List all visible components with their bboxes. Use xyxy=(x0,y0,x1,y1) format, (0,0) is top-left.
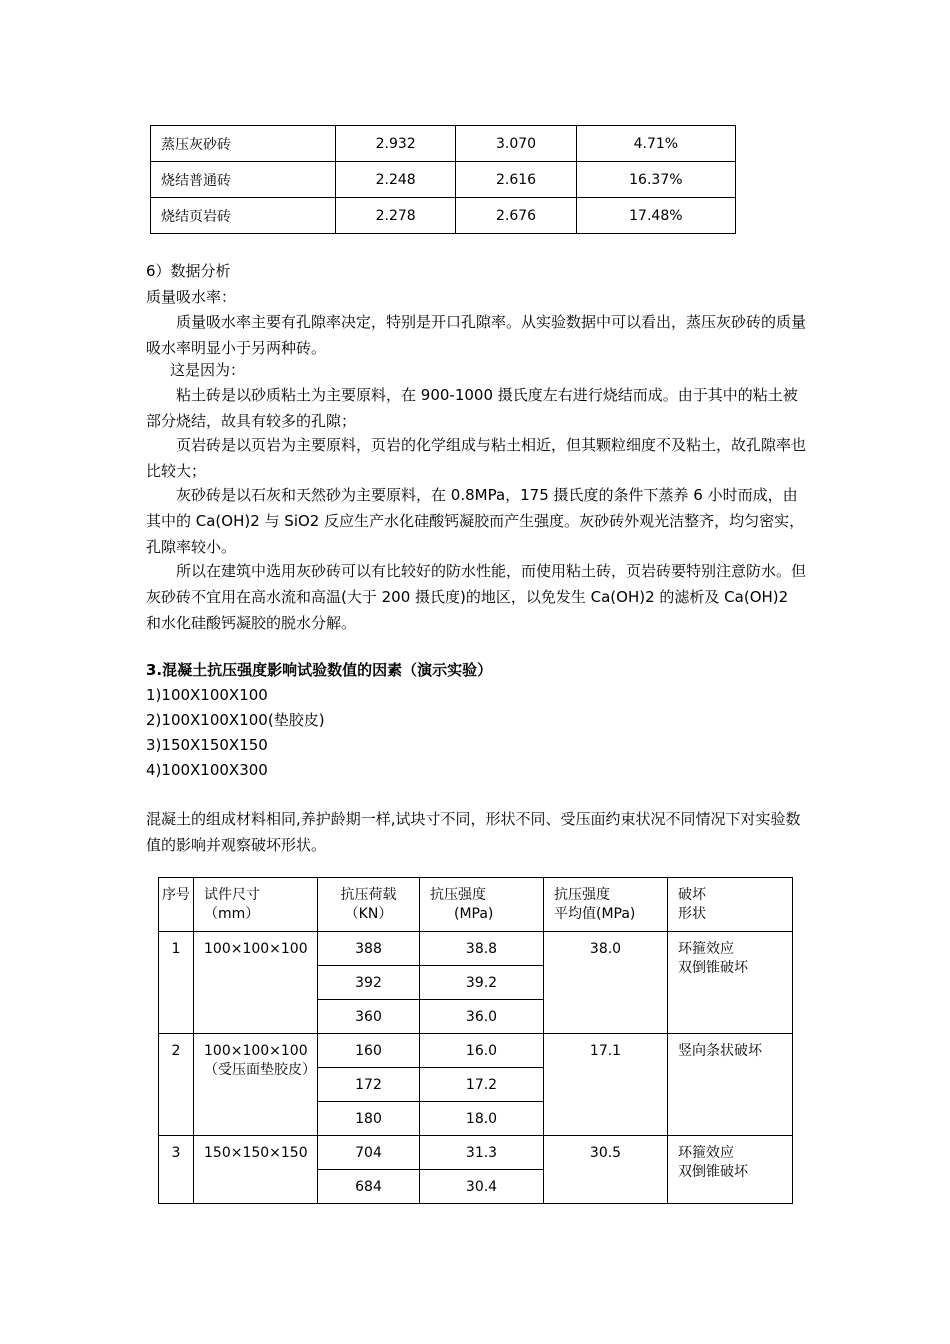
value-cell: 2.248 xyxy=(336,162,456,198)
analysis-paragraph: 这是因为： xyxy=(170,361,246,379)
value-cell: 4.71% xyxy=(576,126,735,162)
value-cell: 17.48% xyxy=(576,198,735,234)
brick-name: 蒸压灰砂砖 xyxy=(151,126,336,162)
value-cell: 16.37% xyxy=(576,162,735,198)
table-row xyxy=(151,198,736,234)
seq-cell: 1 xyxy=(159,932,194,1034)
brick-data-table xyxy=(150,125,736,234)
strength-cell: 17.2 xyxy=(420,1068,544,1102)
load-cell: 360 xyxy=(318,1000,420,1034)
load-cell: 172 xyxy=(318,1068,420,1102)
concrete-strength-table xyxy=(158,877,793,1204)
analysis-paragraph: 灰砂砖是以石灰和天然砂为主要原料，在 0.8MPa，175 摄氏度的条件下蒸养 6 小时而成，由其中的 Ca(OH)2 与 SiO2 反应生产水化硅酸钙凝胶而产生强度。灰砂砖外观光洁整齐，均匀密实，孔隙率较小。 xyxy=(146,486,805,556)
analysis-paragraph: 质量吸水率主要有孔隙率决定，特别是开口孔隙率。从实验数据中可以看出，蒸压灰砂砖的质量吸水率明显小于另两种砖。 xyxy=(146,313,807,357)
header-size: 试件尺寸 （mm） xyxy=(194,878,318,932)
analysis-paragraph: 页岩砖是以页岩为主要原料，页岩的化学组成与粘土相近，但其颗粒细度不及粘土，故孔隙率也比较大； xyxy=(146,436,807,480)
list-item: 1)100X100X100 xyxy=(146,686,268,704)
analysis-paragraph: 所以在建筑中选用灰砂砖可以有比较好的防水性能，而使用粘土砖，页岩砖要特别注意防水。但灰砂砖不宜用在高水流和高温(大于 200 摄氏度)的地区，以免发生 Ca(OH)2 的滤析及 Ca(OH)2 和水化硅酸钙凝胶的脱水分解。 xyxy=(146,562,807,632)
strength-cell: 38.8 xyxy=(420,932,544,966)
load-cell: 684 xyxy=(318,1170,420,1204)
strength-cell: 39.2 xyxy=(420,966,544,1000)
table-row xyxy=(159,1136,793,1170)
header-failure: 破坏 形状 xyxy=(668,878,793,932)
table-row xyxy=(151,126,736,162)
list-item: 4)100X100X300 xyxy=(146,761,268,779)
section-description: 混凝土的组成材料相同,养护龄期一样,试块寸不同，形状不同、受压面约束状况不同情况下对实验数值的影响并观察破坏形状。 xyxy=(146,810,801,854)
seq-cell: 3 xyxy=(159,1136,194,1204)
value-cell: 3.070 xyxy=(456,126,576,162)
avg-cell: 17.1 xyxy=(544,1034,668,1136)
failure-cell: 环箍效应 双倒锥破坏 xyxy=(668,932,793,1034)
table-row xyxy=(151,162,736,198)
header-avg: 抗压强度 平均值(MPa) xyxy=(544,878,668,932)
table-row xyxy=(159,1034,793,1068)
load-cell: 392 xyxy=(318,966,420,1000)
failure-cell: 竖向条状破坏 xyxy=(668,1034,793,1136)
size-cell: 100×100×100 xyxy=(194,932,318,1034)
analysis-heading: 6）数据分析 xyxy=(146,262,231,280)
failure-cell: 环箍效应 双倒锥破坏 xyxy=(668,1136,793,1204)
load-cell: 704 xyxy=(318,1136,420,1170)
value-cell: 2.616 xyxy=(456,162,576,198)
size-cell: 100×100×100 （受压面垫胶皮） xyxy=(194,1034,318,1136)
strength-cell: 16.0 xyxy=(420,1034,544,1068)
brick-name: 烧结普通砖 xyxy=(151,162,336,198)
table-row xyxy=(159,932,793,966)
header-seq: 序号 xyxy=(159,878,194,932)
strength-cell: 36.0 xyxy=(420,1000,544,1034)
value-cell: 2.932 xyxy=(336,126,456,162)
load-cell: 388 xyxy=(318,932,420,966)
header-strength: 抗压强度 (MPa) xyxy=(420,878,544,932)
brick-name: 烧结页岩砖 xyxy=(151,198,336,234)
load-cell: 160 xyxy=(318,1034,420,1068)
strength-cell: 31.3 xyxy=(420,1136,544,1170)
load-cell: 180 xyxy=(318,1102,420,1136)
avg-cell: 38.0 xyxy=(544,932,668,1034)
seq-cell: 2 xyxy=(159,1034,194,1136)
strength-cell: 30.4 xyxy=(420,1170,544,1204)
table-header-row xyxy=(159,878,793,932)
list-item: 2)100X100X100(垫胶皮) xyxy=(146,711,325,729)
value-cell: 2.278 xyxy=(336,198,456,234)
analysis-subheading: 质量吸水率： xyxy=(146,288,237,306)
analysis-paragraph: 粘土砖是以砂质粘土为主要原料，在 900-1000 摄氏度左右进行烧结而成。由于其中的粘土被部分烧结，故具有较多的孔隙； xyxy=(146,386,798,430)
header-load: 抗压荷载 （KN） xyxy=(318,878,420,932)
avg-cell: 30.5 xyxy=(544,1136,668,1204)
list-item: 3)150X150X150 xyxy=(146,736,268,754)
value-cell: 2.676 xyxy=(456,198,576,234)
strength-cell: 18.0 xyxy=(420,1102,544,1136)
size-cell: 150×150×150 xyxy=(194,1136,318,1204)
section-title: 3.混凝土抗压强度影响试验数值的因素（演示实验） xyxy=(146,661,493,679)
